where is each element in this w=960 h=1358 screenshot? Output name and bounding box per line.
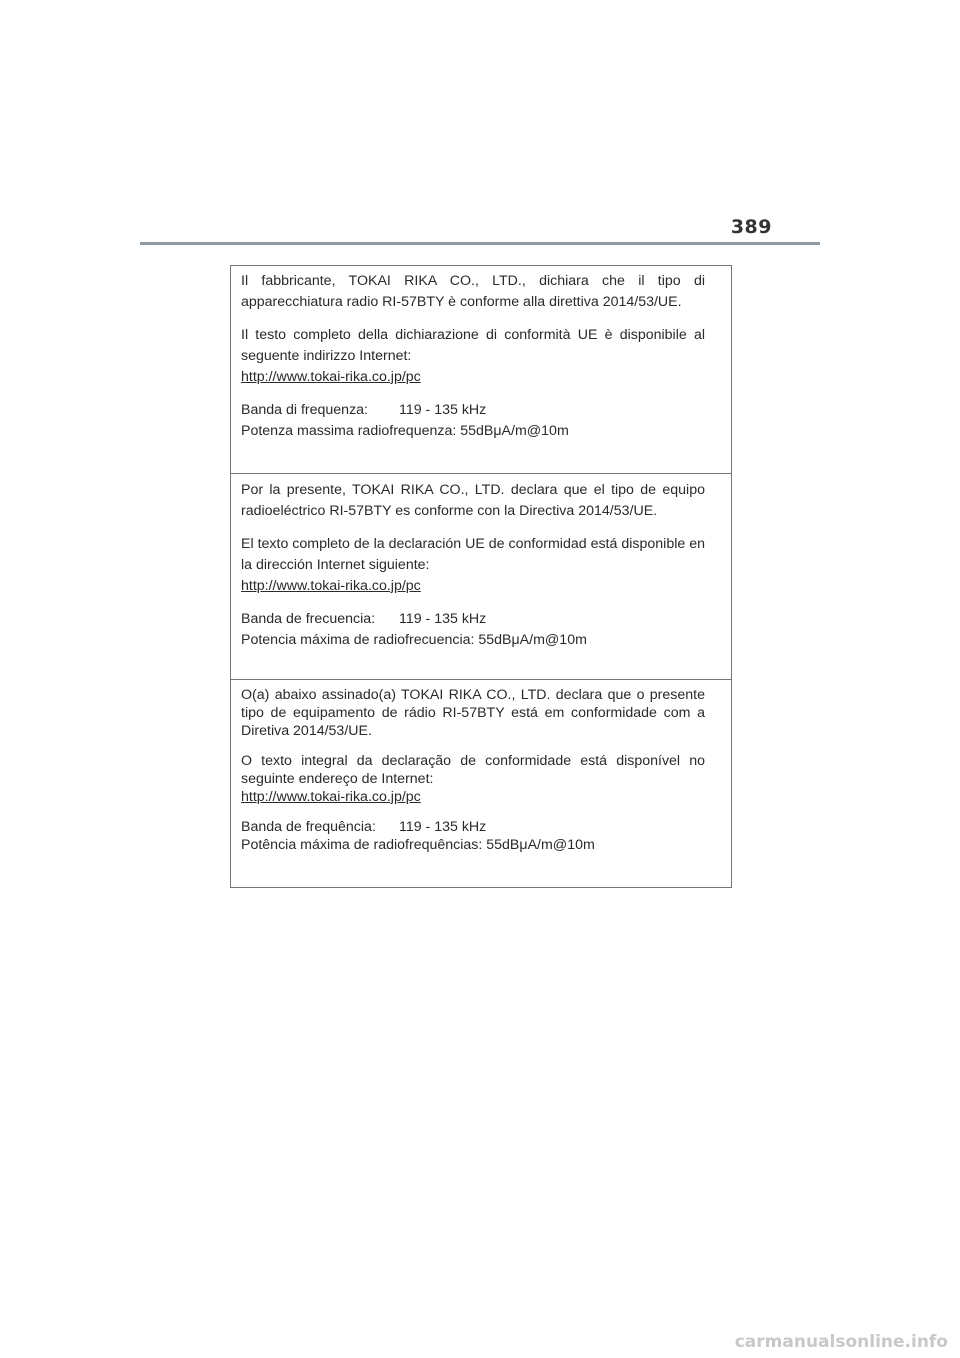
max-power-text: Potencia máxima de radiofrecuencia: 55dBμA/m@10m <box>241 632 587 648</box>
frequency-band-value: 119 - 135 kHz <box>399 402 487 418</box>
header-rule <box>140 242 820 245</box>
declaration-text: O(a) abaixo assinado(a) TOKAI RIKA CO., LTD. declara que o presente tipo de equipamento de rádio RI-57BTY está em conformidade com a Diretiva 2014/53/UE. <box>241 687 705 739</box>
declaration-link[interactable]: http://www.tokai-rika.co.jp/pc <box>241 789 421 805</box>
page-number: 389 <box>730 216 772 238</box>
frequency-band-line <box>241 818 705 836</box>
declaration-link[interactable]: http://www.tokai-rika.co.jp/pc <box>241 578 421 594</box>
frequency-band-value: 119 - 135 kHz <box>399 611 487 627</box>
max-power-text: Potenza massima radiofrequenza: 55dBμA/m@10m <box>241 423 569 439</box>
frequency-band-line <box>241 400 705 421</box>
frequency-band-label: Banda di frequenza: <box>241 402 368 418</box>
availability-text: Il testo completo della dichiarazione di conformità UE è disponibile al seguente indirizzo Internet: <box>241 327 705 364</box>
declaration-section-italian <box>231 265 731 474</box>
watermark: carmanualsonline.info <box>734 1332 948 1352</box>
declaration-text: Por la presente, TOKAI RIKA CO., LTD. declara que el tipo de equipo radioeléctrico RI-57BTY es conforme con la Directiva 2014/53/UE. <box>241 482 705 519</box>
declaration-link[interactable]: http://www.tokai-rika.co.jp/pc <box>241 369 421 385</box>
max-power-text: Potência máxima de radiofrequências: 55dBμA/m@10m <box>241 837 595 853</box>
declaration-section-spanish <box>231 474 731 680</box>
frequency-band-value: 119 - 135 kHz <box>399 819 487 835</box>
declaration-box <box>230 265 732 888</box>
frequency-band-label: Banda de frecuencia: <box>241 611 376 627</box>
declaration-text: Il fabbricante, TOKAI RIKA CO., LTD., dichiara che il tipo di apparecchiatura radio RI-57BTY è conforme alla direttiva 2014/53/UE. <box>241 273 705 310</box>
availability-text: El texto completo de la declaración UE de conformidad está disponible en la dirección Internet siguiente: <box>241 536 705 573</box>
declaration-section-portuguese <box>231 680 731 887</box>
availability-text: O texto integral da declaração de conformidade está disponível no seguinte endereço de Internet: <box>241 753 705 787</box>
frequency-band-label: Banda de frequência: <box>241 819 376 835</box>
frequency-band-line <box>241 609 705 630</box>
